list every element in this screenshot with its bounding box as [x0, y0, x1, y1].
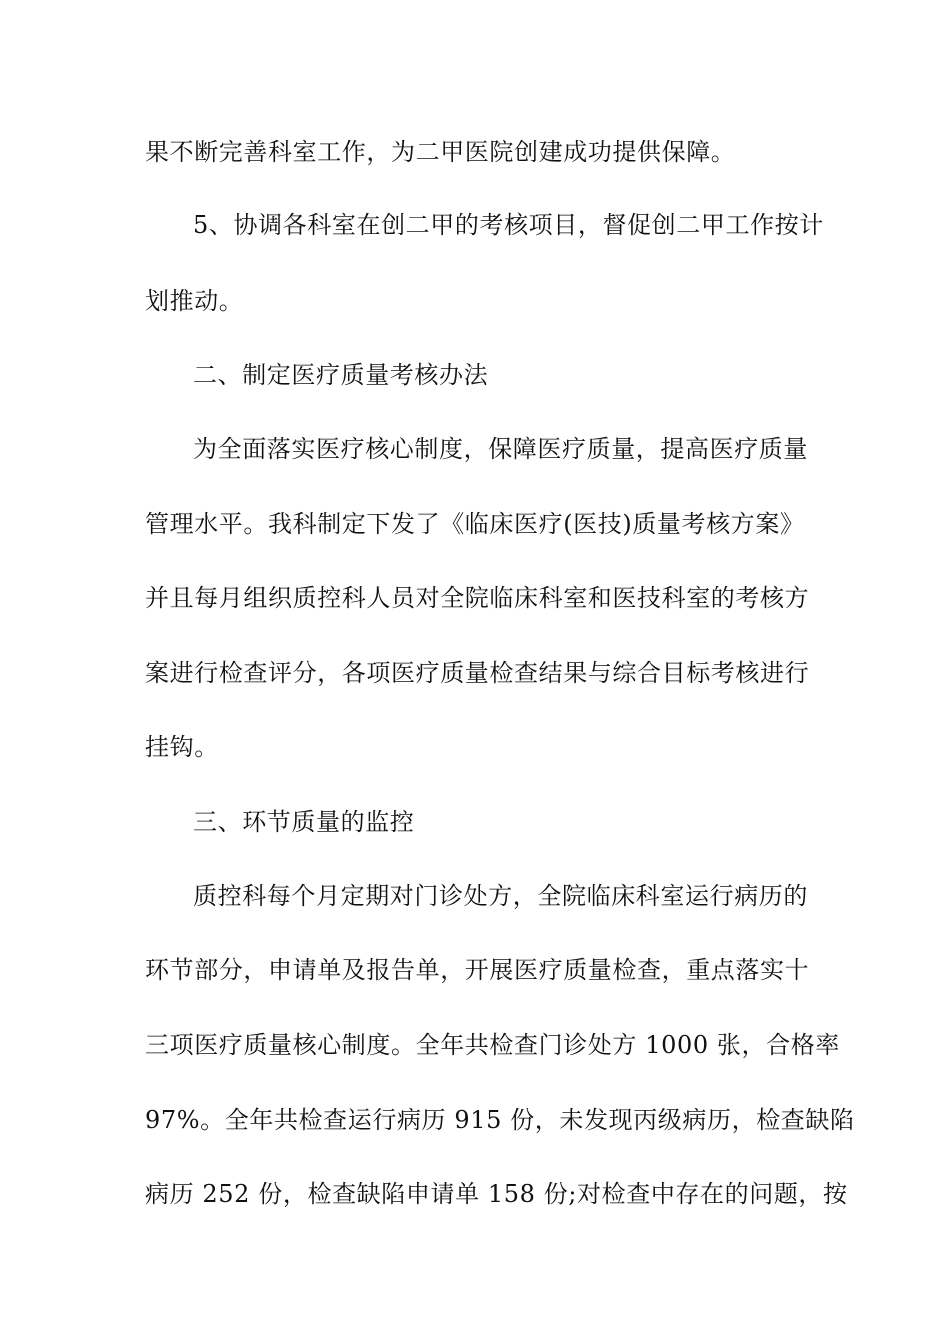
body-text-line: 果不断完善科室工作，为二甲医院创建成功提供保障。 — [145, 138, 736, 166]
body-text-line: 案进行检查评分，各项医疗质量检查结果与综合目标考核进行 — [145, 659, 810, 687]
section-heading-2: 二、制定医疗质量考核办法 — [193, 361, 489, 389]
body-text-line: 管理水平。我科制定下发了《临床医疗(医技)质量考核方案》 — [145, 510, 805, 538]
body-text-line: 并且每月组织质控科人员对全院临床科室和医技科室的考核方 — [145, 584, 810, 612]
body-text-line: 质控科每个月定期对门诊处方，全院临床科室运行病历的 — [193, 882, 808, 910]
section-heading-3: 三、环节质量的监控 — [193, 808, 415, 836]
body-text-line: 环节部分，申请单及报告单，开展医疗质量检查，重点落实十 — [145, 956, 810, 984]
body-text-line: 三项医疗质量核心制度。全年共检查门诊处方 1000 张，合格率 — [145, 1031, 840, 1059]
body-text-line: 挂钩。 — [145, 733, 219, 761]
body-text-line: 划推动。 — [145, 287, 244, 315]
body-text-line: 病历 252 份，检查缺陷申请单 158 份;对检查中存在的问题，按 — [145, 1180, 848, 1208]
list-item-5: 5、协调各科室在创二甲的考核项目，督促创二甲工作按计 — [193, 211, 824, 239]
body-text-line: 97%。全年共检查运行病历 915 份，未发现丙级病历，检查缺陷 — [145, 1106, 855, 1134]
body-text-line: 为全面落实医疗核心制度，保障医疗质量，提高医疗质量 — [193, 435, 808, 463]
